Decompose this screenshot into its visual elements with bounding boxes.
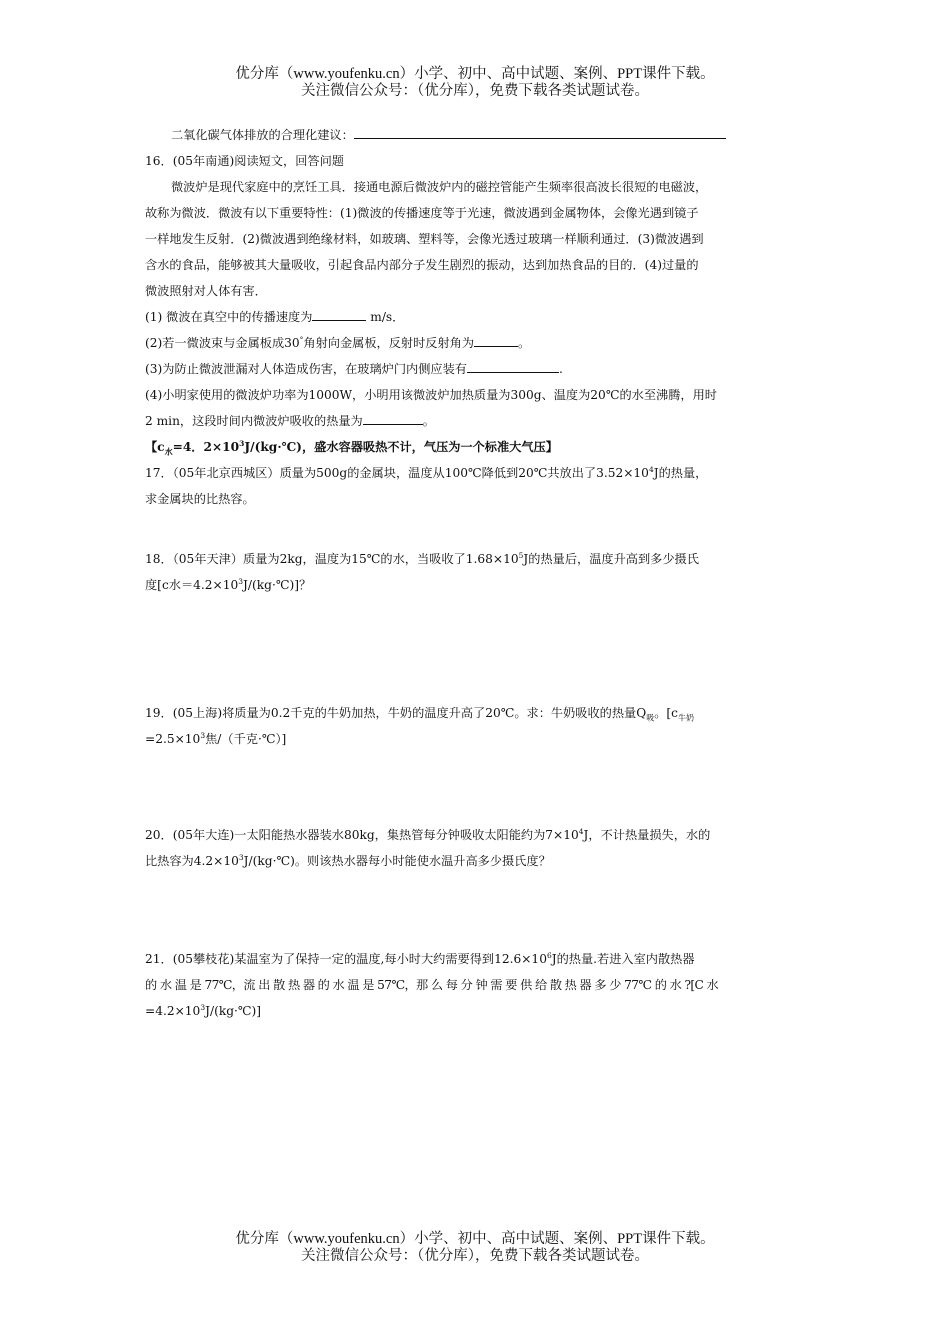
- question-20: [145, 822, 807, 874]
- footer-line-2: 关注微信公众号：（优分库），免费下载各类试题试卷。: [301, 1248, 649, 1264]
- header-line-1: 优分库（www.youfenku.cn）小学、初中、高中试题、案例、PPT课件下载。: [235, 66, 715, 82]
- page-header-banner: [0, 66, 950, 100]
- question-18-line-2: 度[c水$=4.2\times 10^3J/(kg\cdot℃)$]？: [145, 576, 312, 592]
- sub-question-1: (1) 微波在真空中的传播速度为 m/s．: [145, 304, 807, 330]
- page-footer-banner: [0, 1231, 950, 1265]
- sub-question-3: (3)为防止微波泄漏对人体造成伤害，在玻璃炉门内侧应装有 .: [145, 356, 807, 382]
- passage-line-4: 含水的食品，能够被其大量吸收，引起食品内部分子发生剧烈的振动，达到加热食品的目的．(4)过量的: [145, 258, 699, 272]
- question-15-tail: 二氧化碳气体排放的合理化建议：: [145, 122, 807, 148]
- question-18-line-1: 18．（05年天津）质量为2kg，温度为15℃的水，当吸收了$1.68\times 10^5J$的热量后，温度升高到多少摄氏: [145, 550, 699, 566]
- question-17-line-1: 17．（05年北京西城区）质量为500g的金属块，温度从100℃降低到20℃共放出了$3.52\times 10^4J$的热量，: [145, 464, 708, 480]
- question-16-title: 16．(05年南通)阅读短文，回答问题: [145, 154, 344, 168]
- question-21-line-2: 的 水 温 是 77℃，流 出 散 热 器 的 水 温 是 57℃，那 么 每 分 钟 需 要 供 给 散 热 器 多 少 77℃ 的 水 ?[C 水: [145, 978, 719, 992]
- sub-question-4-line-2: 2 min，这段时间内微波炉吸收的热量为 。: [145, 408, 807, 434]
- question-20-line-2: 比热容为$4.2\times 10^3J/(kg\cdot℃)$。则该热水器每小时能使水温升高多少摄氏度？: [145, 852, 551, 868]
- answer-blank[interactable]: [354, 124, 726, 139]
- question-21-line-1: 21．(05攀枝花)某温室为了保持一定的温度,每小时大约需要得到$12.6\times 10^6J$的热量.若进入室内散热器: [145, 950, 695, 966]
- passage-line-3: 一样地发生反射．(2)微波遇到绝缘材料，如玻璃、塑料等，会像光透过玻璃一样顺利通过．(3)微波遇到: [145, 232, 704, 246]
- passage-line-1: 微波炉是现代家庭中的烹饪工具．接通电源后微波炉内的磁控管能产生频率很高波长很短的电磁波，: [171, 180, 708, 194]
- question-20-line-1: 20．(05年大连)一太阳能热水器装水80kg，集热管每分钟吸收太阳能约为$7\times 10^4J$，不计热量损失，水的: [145, 826, 711, 842]
- sub-question-2: (2)若一微波束与金属板成30°角射向金属板，反射时反射角为 。: [145, 330, 807, 356]
- question-16-note: 【$c_水=4$．$2\times 10^3J/(kg\cdot℃)$，盛水容器吸热不计，气压为一个标准大气压】: [145, 438, 558, 457]
- sub-question-4-line-1: (4)小明家使用的微波炉功率为1000W，小明用该微波炉加热质量为300g、温度为20℃的水至沸腾，用时: [145, 388, 717, 402]
- question-18: [145, 546, 807, 598]
- passage-line-2: 故称为微波．微波有以下重要特性：(1)微波的传播速度等于光速，微波遇到金属物体，会像光遇到镜子: [145, 206, 699, 220]
- answer-blank[interactable]: [363, 410, 423, 425]
- question-16-block: [145, 122, 807, 512]
- answer-blank[interactable]: [312, 306, 366, 321]
- header-line-2: 关注微信公众号：（优分库），免费下载各类试题试卷。: [301, 83, 649, 99]
- question-17-line-2: 求金属块的比热容。: [145, 492, 255, 506]
- answer-blank[interactable]: [467, 358, 559, 373]
- question-19-line-1: 19．(05上海)将质量为0.2千克的牛奶加热，牛奶的温度升高了20℃。求：牛奶吸收的热量$Q_吸$。[$c_{牛奶}$: [145, 706, 695, 723]
- passage-line-5: 微波照射对人体有害．: [145, 284, 267, 298]
- answer-blank[interactable]: [474, 332, 518, 347]
- question-21-line-3: $=4.2\times 10^3J/(kg\cdot℃)$]: [145, 1002, 262, 1018]
- footer-line-1: 优分库（www.youfenku.cn）小学、初中、高中试题、案例、PPT课件下载。: [235, 1231, 715, 1247]
- question-21: [145, 946, 807, 1024]
- question-19-line-2: $=2.5\times 10^3$焦/（千克·℃）]: [145, 730, 287, 746]
- question-19: [145, 700, 807, 752]
